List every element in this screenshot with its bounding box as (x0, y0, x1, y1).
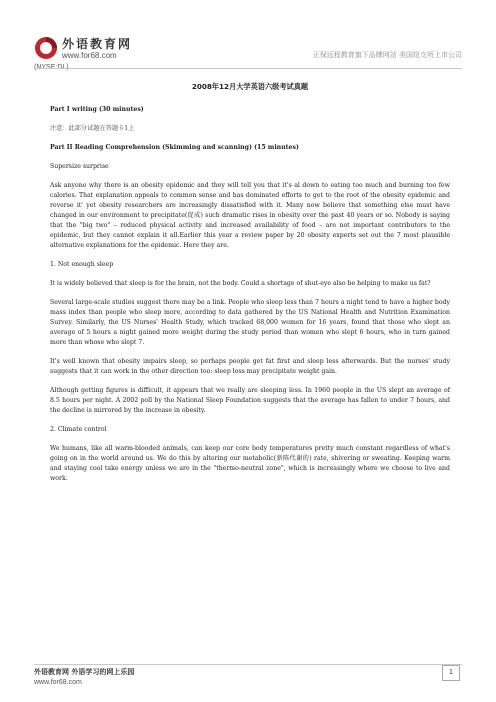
page-header (0, 0, 496, 72)
footer-title: 外语教育网 外语学习的网上乐园 (34, 668, 135, 676)
passage-title: Supersize surprise (50, 163, 109, 170)
paragraph: It is widely believed that sleep is for the brain, not the body. Could a shortage of shut-eye also be helping to make us fat? (50, 280, 431, 287)
document-title: 2008年12月大学英语六级考试真题 (191, 82, 309, 91)
nyse-label: (NYSE:DL) (34, 64, 69, 71)
logo-icon (34, 36, 58, 60)
answer-sheet-note: 注意：此部分试题在答题卡1上 (50, 125, 135, 132)
paragraph: Several large-scale studies suggest there may be a link. People who sleep less than 7 hours a night tend to have a higher body mass index than people who sleep more, according to data gathered by the US National Health and Nutrition Examination Survey. Similarly, the US Nurses' Health Study, which tracked 68,000 women for 16 years, found that those who slept an average of 5 hours a night gained more weight during the study period than women who slept 6 hours, who in turn gained more than whose who slept 7. (50, 299, 450, 346)
section-heading: 1. Not enough sleep (50, 261, 114, 268)
part-one-heading: Part I writing (30 minutes) (50, 106, 144, 113)
logo-url: www.for68.com (62, 51, 117, 60)
document-body (50, 82, 450, 493)
paragraph: Ask anyone why there is an obesity epidemic and they will tell you that it's al down to eating too much and burning too few calories. That explanation appeals to common sense and has dominated efforts to get to the root of the obesity epidemic and reverse it' yet obesity researchers are increasingly dissatisfied with it. Many now believe that something else must have changed in our environment to precipitate(促成) such dramatic rises in obesity over the past 40 years or so. Nobody is saying that the "big two" – reduced physical activity and increased availability of food – are not important contributors to the epidemic, but they cannot explain it all.Earlier this year a review paper by 20 obesity experts set out the 7 most plausible alternative explanations for the epidemic. Here they are. (50, 182, 450, 249)
logo-text: 外语教育网 (62, 37, 133, 51)
part-two-heading: Part II Reading Comprehension (Skimming and scanning) (15 minutes) (50, 144, 299, 151)
footer-divider (34, 664, 462, 665)
header-divider (34, 68, 462, 69)
header-slogan: 正保远程教育旗下品牌网站 美国纽交所上市公司 (312, 51, 462, 59)
paragraph: Although getting figures is difficult, it appears that we really are sleeping less. In 1960 people in the US slept an average of 8.5 hours per night. A 2002 poll by the National Sleep Foundation suggests that the average has fallen to under 7 hours, and the decline is mirrored by the increase in obesity. (50, 387, 450, 414)
footer-url[interactable]: www.for68.com (34, 679, 82, 686)
paragraph: It's well known that obesity impairs sleep, so perhaps people get fat first and sleep less afterwards. But the nurses' study suggests that it can work in the other direction too: sleep loss may precipitate weight gain. (50, 358, 450, 375)
page-number: 1 (442, 665, 460, 681)
section-heading: 2. Climate control (50, 426, 107, 433)
paragraph: We humans, like all warm-blooded animals, can keep our core body temperatures pretty much constant regardless of what's going on in the world around us. We do this by altering our metabolic(新陈代谢的) rate, shivering or sweating. Keeping warm and staying cool take energy unless we are in the "thermo-neutral zone", which is increasingly where we choose to live and work. (50, 445, 450, 482)
